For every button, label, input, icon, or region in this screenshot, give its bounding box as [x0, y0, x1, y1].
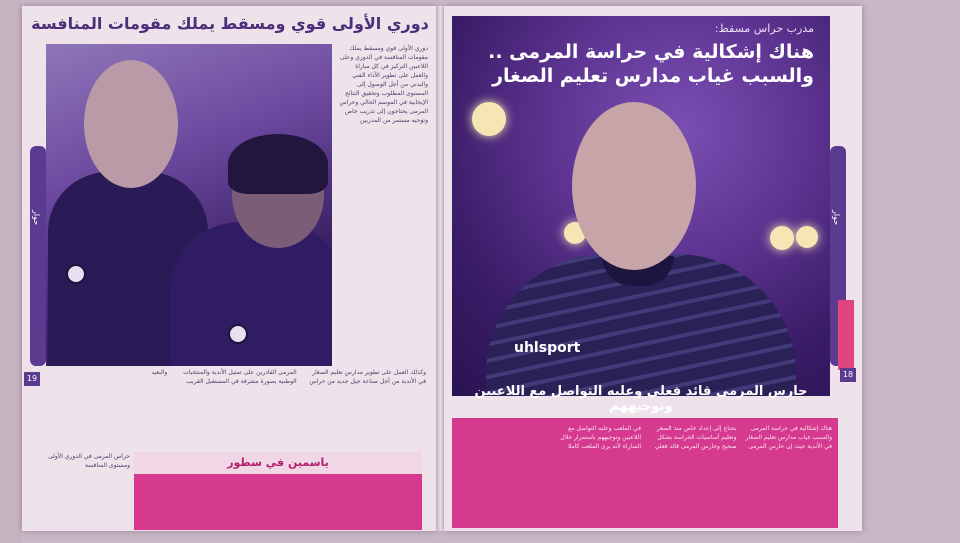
photo-coach-head: [572, 102, 696, 270]
magazine-logo-strip: [838, 300, 854, 370]
right-page-headline: [452, 40, 814, 88]
left-page-foot-text: حراس المرمى في الدوري الأولى ومستوى المنافسة: [48, 453, 130, 469]
background-light: [770, 226, 794, 250]
headline-line-2: والسبب غياب مدارس تعليم الصغار: [492, 65, 814, 87]
right-page-body-text: هناك إشكالية في حراسة المرمى والسبب غياب مدارس تعليم الصغار في الأندية حيث إن حارس المرمى يحتاج إلى إعداد خاص منذ الصغر وتعليم أساسيات الحراسة بشكل صحيح وحارس المرمى قائد فعلي في الملعب وعليه التواصل مع اللاعبين وتوجيههم باستمرار خلال المباراة لأنه يرى الملعب كاملا: [560, 425, 832, 450]
photo-person-2-body: [170, 222, 332, 366]
table-surface-right: [862, 0, 960, 543]
sidebar-box-title: ياسمين في سطور: [134, 452, 422, 474]
photo-person-2-hair: [228, 134, 328, 194]
photo-person-1-head: [84, 60, 178, 188]
left-page-column-text: دوري الأولى قوي ومسقط يملك مقومات المنافسة في الدوري وعلى اللاعبين التركيز في كل مباراة والعمل على تطوير الأداء الفني والبدني من أجل الوصول إلى المستوى المطلوب وتحقيق النتائج الإيجابية في الموسم الحالي وحراس المرمى يحتاجون إلى تدريب خاص وتوجيه مستمر من المدربين: [339, 45, 428, 124]
right-section-tab-label: حوار: [832, 210, 841, 226]
left-section-tab-label: حوار: [32, 210, 41, 226]
left-page-number: 19: [24, 372, 40, 386]
left-page-photo: [46, 44, 332, 366]
jersey-logo-icon: [228, 324, 248, 344]
photo-caption: حارس المرمى قائد فعلي وعليه التواصل مع اللاعبين وتوجيههم: [474, 384, 808, 414]
right-page-number: 18: [840, 368, 856, 382]
background-light: [796, 226, 818, 248]
left-page-headline: دوري الأولى قوي ومسقط يملك مقومات المنافسة: [31, 14, 429, 33]
table-surface-left: [0, 0, 22, 543]
jersey-brand-logo: uhlsport: [514, 340, 581, 356]
right-page-kicker: مدرب حراس مسقط:: [714, 22, 814, 35]
headline-line-1: هناك إشكالية في حراسة المرمى ..: [488, 41, 814, 63]
left-section-tab: [30, 146, 46, 366]
background-light: [472, 102, 506, 136]
jersey-logo-icon: [66, 264, 86, 284]
left-page-bottom-text: وكذلك العمل على تطوير مدارس تعليم الصغار في الأندية من أجل صناعة جيل جديد من حراس المرمى القادرين على تمثيل الأندية والمنتخبات الوطنية بصورة مشرفة في المستقبل القريب والبعيد: [151, 369, 426, 385]
